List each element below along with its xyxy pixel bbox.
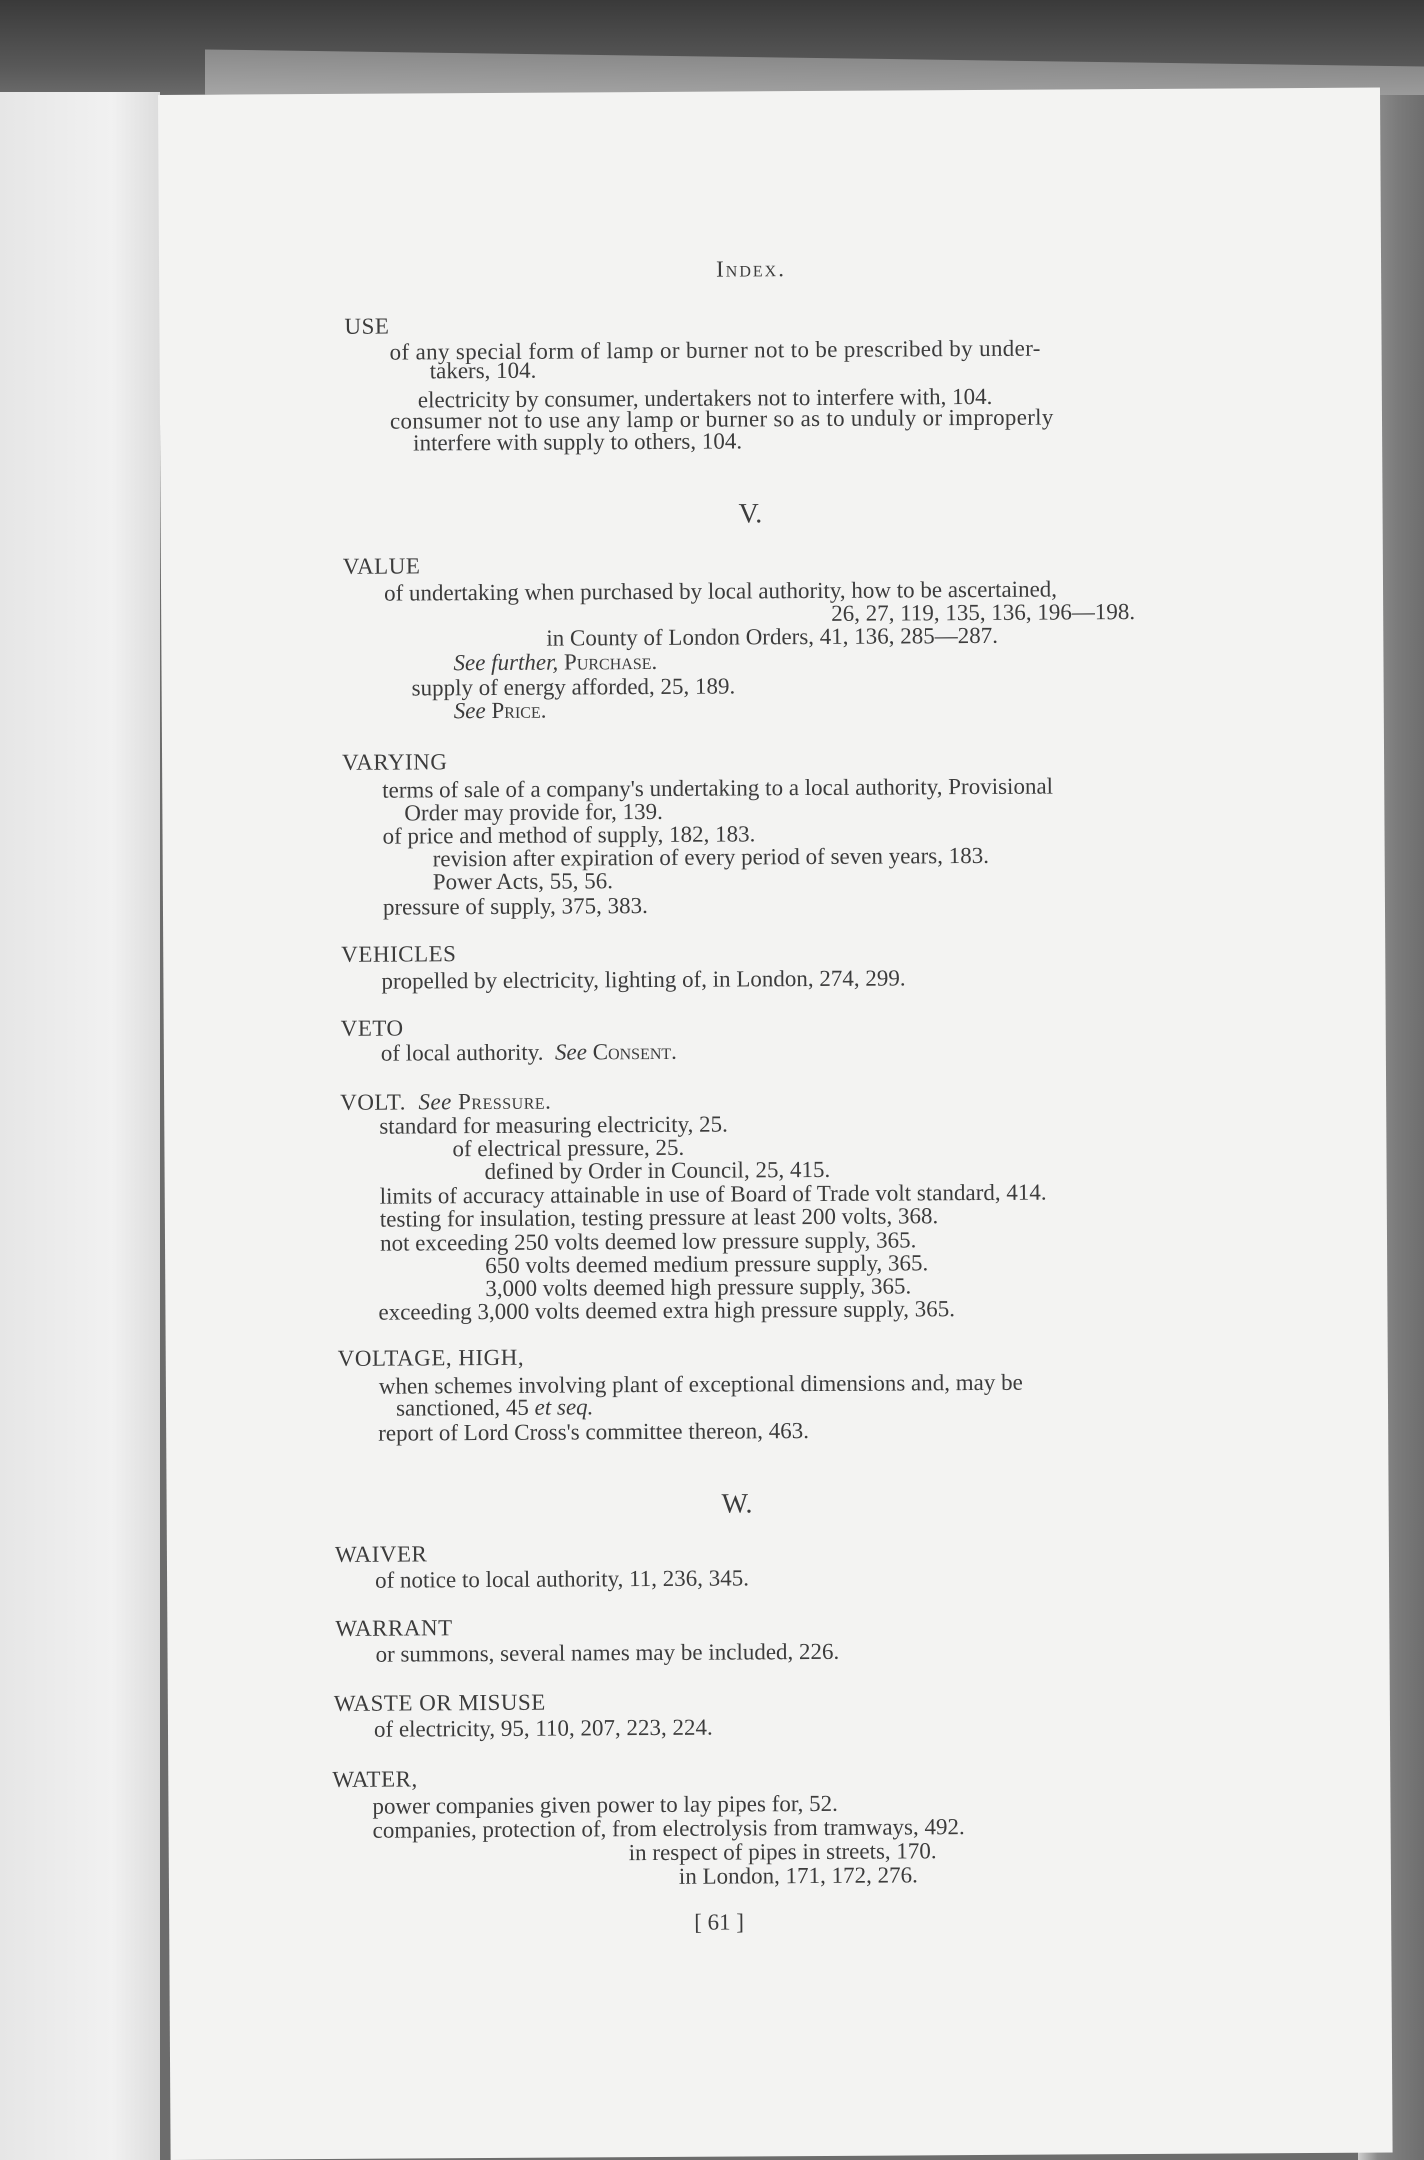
entry-line: supply of energy afforded, 25, 189. bbox=[411, 673, 736, 701]
entry-line: testing for insulation, testing pressure at least 200 volts, 368. bbox=[379, 1203, 939, 1232]
entry-line: not exceeding 250 volts deemed low pressure supply, 365. bbox=[379, 1227, 917, 1256]
entry-line: terms of sale of a company's undertaking to a local authority, Provisional bbox=[382, 773, 1054, 803]
see-label: See bbox=[554, 1039, 588, 1065]
entry-heading-waiver: WAIVER bbox=[334, 1541, 428, 1567]
entry-heading-voltage: VOLTAGE, HIGH, bbox=[337, 1344, 525, 1371]
entry-line: power companies given power to lay pipes for, 52. bbox=[372, 1790, 838, 1819]
entry-line: companies, protection of, from electrolysis from tramways, 492. bbox=[372, 1814, 965, 1843]
entry-heading-warrant: WARRANT bbox=[335, 1615, 453, 1641]
entry-line: or summons, several names may be included, 226. bbox=[375, 1638, 840, 1667]
heading-text: VOLT. bbox=[340, 1089, 406, 1115]
page-title: Index. bbox=[715, 256, 787, 282]
entry-line: of any special form of lamp or burner not to be prescribed by under- bbox=[389, 335, 1041, 365]
entry-line bbox=[396, 1394, 594, 1421]
entry-line: Order may provide for, 139. bbox=[404, 798, 663, 826]
entry-line: of price and method of supply, 182, 183. bbox=[382, 821, 756, 849]
entry-line: in County of London Orders, 41, 136, 285—287. bbox=[546, 622, 999, 651]
entry-line: when schemes involving plant of exceptional dimensions and, may be bbox=[378, 1369, 1023, 1399]
entry-line: report of Lord Cross's committee thereon, 463. bbox=[378, 1418, 810, 1446]
see-further-label: See further, bbox=[453, 649, 559, 676]
entry-line: takers, 104. bbox=[429, 357, 537, 384]
entry-line: propelled by electricity, lighting of, in London, 274, 299. bbox=[381, 965, 906, 994]
section-letter-v: V. bbox=[738, 498, 763, 530]
cross-reference: Pressure. bbox=[458, 1088, 552, 1115]
entry-line: in London, 171, 172, 276. bbox=[678, 1862, 918, 1889]
cross-reference: Purchase. bbox=[563, 648, 658, 675]
cross-reference: Price. bbox=[491, 697, 547, 723]
entry-line: standard for measuring electricity, 25. bbox=[379, 1111, 728, 1139]
entry-line bbox=[381, 1039, 677, 1067]
entry-heading-varying: VARYING bbox=[342, 749, 448, 775]
cross-reference: Consent. bbox=[592, 1038, 677, 1065]
entry-line: of electrical pressure, 25. bbox=[452, 1134, 685, 1162]
see-label: See bbox=[418, 1089, 452, 1115]
entry-text: sanctioned, 45 bbox=[395, 1394, 529, 1421]
entry-heading-use: USE bbox=[344, 313, 390, 339]
entry-line: limits of accuracy attainable in use of Board of Trade volt standard, 414. bbox=[379, 1179, 1047, 1209]
latin-abbreviation: et seq. bbox=[534, 1394, 594, 1420]
entry-line: interfere with supply to others, 104. bbox=[413, 428, 743, 456]
section-letter-w: W. bbox=[721, 1488, 753, 1520]
see-reference bbox=[454, 698, 547, 725]
entry-line: pressure of supply, 375, 383. bbox=[382, 893, 648, 920]
entry-line: 650 volts deemed medium pressure supply, 365. bbox=[485, 1250, 929, 1279]
entry-heading-vehicles: VEHICLES bbox=[341, 941, 457, 967]
entry-heading-volt bbox=[340, 1089, 551, 1116]
entry-line: Power Acts, 55, 56. bbox=[432, 868, 614, 895]
entry-line: exceeding 3,000 volts deemed extra high pressure supply, 365. bbox=[378, 1296, 956, 1325]
see-reference bbox=[453, 649, 657, 676]
entry-heading-water: WATER, bbox=[332, 1766, 418, 1792]
page-number: [ 61 ] bbox=[694, 1909, 745, 1935]
entry-line: of electricity, 95, 110, 207, 223, 224. bbox=[373, 1714, 713, 1742]
entry-line: defined by Order in Council, 25, 415. bbox=[484, 1156, 831, 1185]
entry-heading-veto: VETO bbox=[340, 1015, 404, 1041]
entry-heading-value: VALUE bbox=[342, 553, 421, 579]
see-label: See bbox=[453, 698, 486, 724]
entry-line: consumer not to use any lamp or burner so as to unduly or improperly bbox=[389, 404, 1054, 434]
entry-line: revision after expiration of every period of seven years, 183. bbox=[432, 842, 990, 872]
entry-heading-waste: WASTE OR MISUSE bbox=[333, 1689, 546, 1716]
entry-line: of notice to local authority, 11, 236, 345. bbox=[375, 1565, 750, 1593]
entry-line: 3,000 volts deemed high pressure supply, 365. bbox=[485, 1273, 912, 1302]
entry-line: electricity by consumer, undertakers not to interfere with, 104. bbox=[417, 383, 993, 413]
facing-page bbox=[0, 92, 160, 2160]
entry-text: of local authority. bbox=[380, 1039, 544, 1066]
entry-line: 26, 27, 119, 135, 136, 196—198. bbox=[831, 599, 1136, 626]
entry-line: in respect of pipes in streets, 170. bbox=[628, 1838, 937, 1866]
entry-line: of undertaking when purchased by local authority, how to be ascertained, bbox=[383, 576, 1058, 606]
index-page bbox=[158, 88, 1393, 2160]
